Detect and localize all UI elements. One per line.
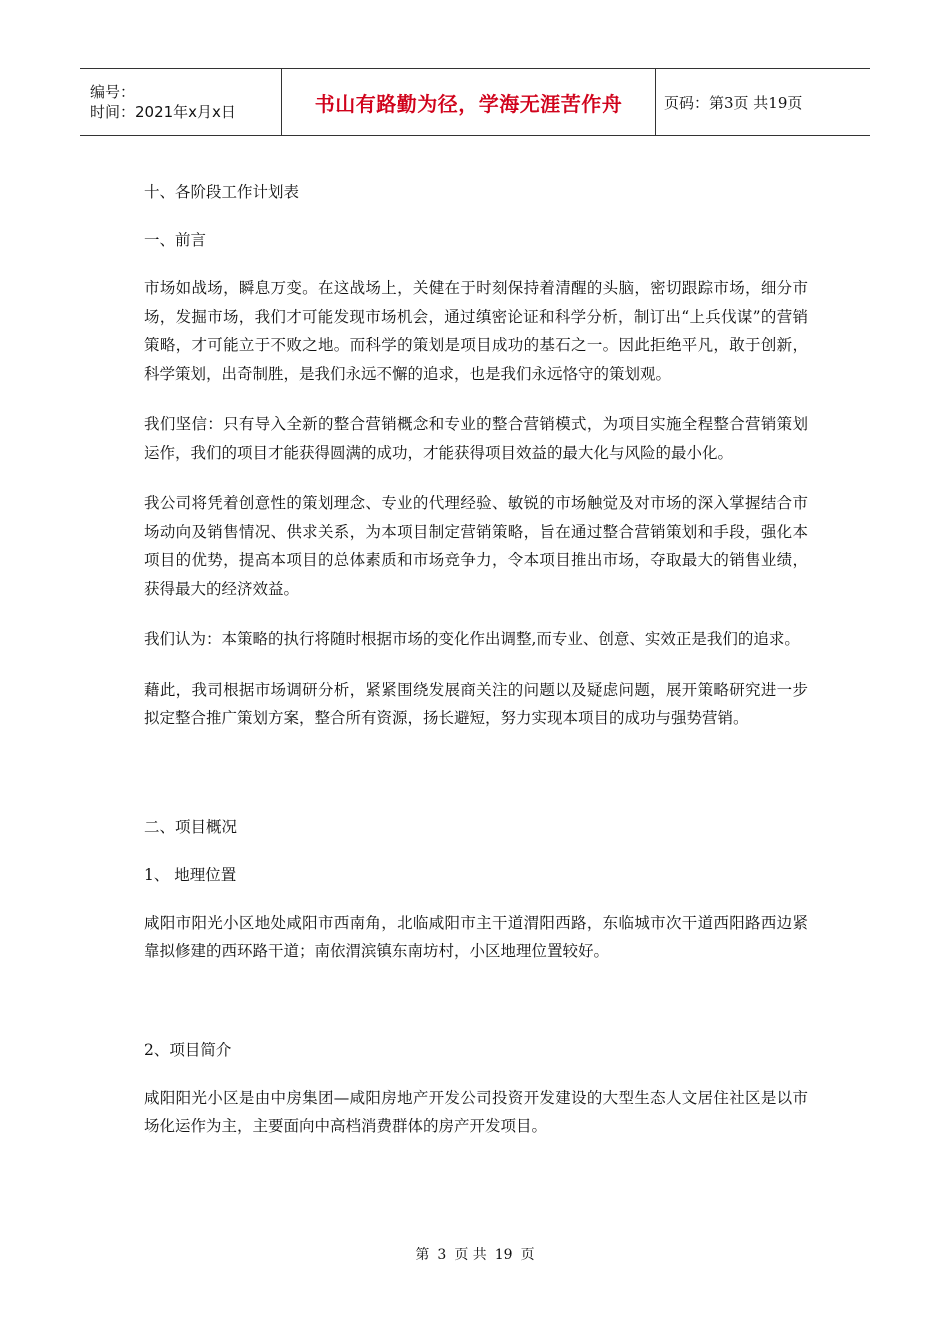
doc-number-label: 编号： <box>90 83 136 101</box>
paragraph-1: 市场如战场，瞬息万变。在这战场上，关健在于时刻保持着清醒的头脑，密切跟踪市场，细分市场，发掘市场，我们才可能发现市场机会，通过缜密论证和科学分析，制订出“上兵伐谋”的营销策略，才可能立于不败之地。而科学的策划是项目成功的基石之一。因此拒绝平凡，敢于创新，科学策划，出奇制胜，是我们永远不懈的追求，也是我们永远恪守的策划观。 <box>144 279 808 383</box>
footer-total: 19 <box>494 1247 513 1263</box>
header-meta-cell <box>80 69 282 135</box>
footer-page-num: 3 <box>437 1247 447 1263</box>
page-footer <box>0 1244 950 1264</box>
paragraph-5: 藉此，我司根据市场调研分析，紧紧围绕发展商关注的问题以及疑虑问题，展开策略研究进一步拟定整合推广策划方案，整合所有资源，扬长避短，努力实现本项目的成功与强势营销。 <box>144 680 808 727</box>
paragraph-6: 咸阳市阳光小区地处咸阳市西南角，北临咸阳市主干道渭阳西路，东临城市次干道西阳路西边紧靠拟修建的西环路干道；南依渭滨镇东南坊村，小区地理位置较好。 <box>144 913 808 960</box>
header-motto-cell <box>282 69 656 135</box>
footer-prefix: 第 <box>415 1247 430 1263</box>
document-body <box>144 178 808 1141</box>
section-2-1-title: 1、 地理位置 <box>144 865 237 884</box>
header-motto: 书山有路勤为径，学海无涯苦作舟 <box>314 91 623 116</box>
section-2-2-title: 2、项目简介 <box>144 1040 232 1059</box>
header-page-info: 页码：第3页 共19页 <box>664 93 803 112</box>
section-1-title: 一、前言 <box>144 231 207 249</box>
paragraph-2: 我们坚信：只有导入全新的整合营销概念和专业的整合营销模式，为项目实施全程整合营销策划运作，我们的项目才能获得圆满的成功，才能获得项目效益的最大化与风险的最小化。 <box>144 415 808 462</box>
section-10-title: 十、各阶段工作计划表 <box>144 183 300 201</box>
paragraph-3: 我公司将凭着创意性的策划理念、专业的代理经验、敏锐的市场触觉及对市场的深入掌握结合市场动向及销售情况、供求关系，为本项目制定营销策略，旨在通过整合营销策划和手段，强化本项目的优势，提高本项目的总体素质和市场竞争力，令本项目推出市场，夺取最大的销售业绩，获得最大的经济效益。 <box>144 494 808 598</box>
footer-suffix: 页 <box>520 1247 535 1263</box>
section-2-title: 二、项目概况 <box>144 817 238 836</box>
doc-time-label: 时间：2021年x月x日 <box>90 103 236 121</box>
footer-mid: 页 共 <box>454 1247 487 1263</box>
paragraph-4: 我们认为：本策略的执行将随时根据市场的变化作出调整,而专业、创意、实效正是我们的追求。 <box>144 630 800 648</box>
header-page-cell <box>656 69 870 135</box>
page-header <box>80 68 870 136</box>
paragraph-7: 咸阳阳光小区是由中房集团—咸阳房地产开发公司投资开发建设的大型生态人文居住社区是以市场化运作为主，主要面向中高档消费群体的房产开发项目。 <box>144 1088 808 1135</box>
